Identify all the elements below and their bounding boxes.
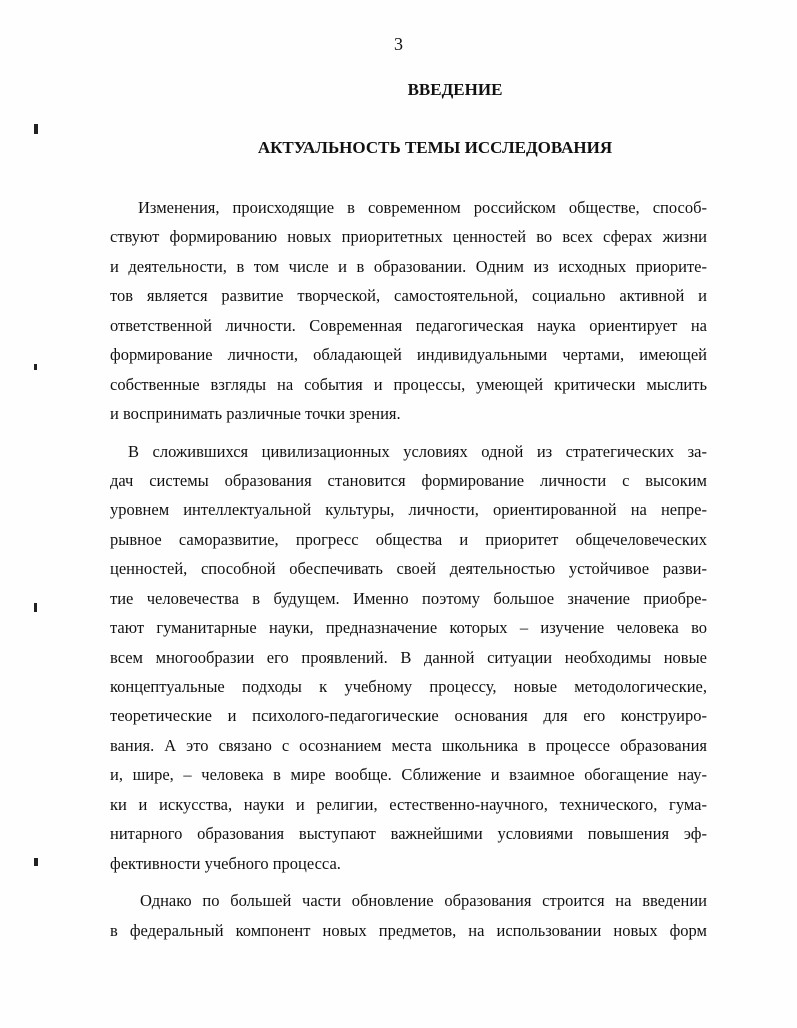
scan-mark [34,124,38,134]
text-line: и деятельности, в том числе и в образовании. Одним из исходных приорите- [110,256,707,276]
text-line: ценностей, способной обеспечивать своей деятельностью устойчивое разви- [110,559,707,579]
text-line: ки и искусства, науки и религии, естественно-научного, технического, гума- [110,794,707,814]
scan-mark [34,603,37,612]
text-line: тие человечества в будущем. Именно поэтому большое значение приобре- [110,588,707,608]
text-line: Однако по большей части обновление образования строится на введении [140,891,707,911]
page-number: 3 [394,34,403,54]
text-line: нитарного образования выступают важнейшими условиями повышения эф- [110,824,707,844]
text-line: В сложившихся цивилизационных условиях одной из стратегических за- [128,441,707,461]
text-line: тов является развитие творческой, самостоятельной, социально активной и [110,286,707,306]
text-line: тают гуманитарные науки, предназначение которых – изучение человека во [110,618,707,638]
text-line: рывное саморазвитие, прогресс общества и приоритет общечеловеческих [110,529,707,549]
text-line: теоретические и психолого-педагогические основания для его конструиро- [110,706,707,726]
text-line: фективности учебного процесса. [110,853,341,873]
scan-mark [34,364,37,370]
text-line: в федеральный компонент новых предметов, на использовании новых форм [110,920,707,940]
text-line: концептуальные подходы к учебному процессу, новые методологические, [110,677,707,696]
paragraph [110,886,707,945]
text-line: всем многообразии его проявлений. В данной ситуации необходимы новые [110,647,707,667]
paragraph [110,437,707,879]
text-line: формирование личности, обладающей индивидуальными чертами, имеющей [110,345,707,365]
text-line: ствуют формированию новых приоритетных ценностей во всех сферах жизни [110,227,707,247]
text-line: и воспринимать различные точки зрения. [110,404,401,424]
section-title: ВВЕДЕНИЕ [407,80,503,99]
paragraph [110,193,707,429]
subsection-title: АКТУАЛЬНОСТЬ ТЕМЫ ИССЛЕДОВАНИЯ [257,138,613,157]
text-line: ответственной личности. Современная педагогическая наука ориентирует на [110,315,707,335]
body-text [110,193,707,945]
text-line: и, шире, – человека в мире вообще. Сближение и взаимное обогащение нау- [110,765,707,785]
text-line: дач системы образования становится формирование личности с высоким [110,470,707,490]
text-line: Изменения, происходящие в современном российском обществе, способ- [138,198,707,217]
text-line: собственные взгляды на события и процессы, умеющей критически мыслить [110,374,707,394]
text-line: уровнем интеллектуальной культуры, личности, ориентированной на непре- [110,500,707,520]
scan-mark [34,858,38,866]
text-line: вания. А это связано с осознанием места школьника в процессе образования [110,735,707,755]
